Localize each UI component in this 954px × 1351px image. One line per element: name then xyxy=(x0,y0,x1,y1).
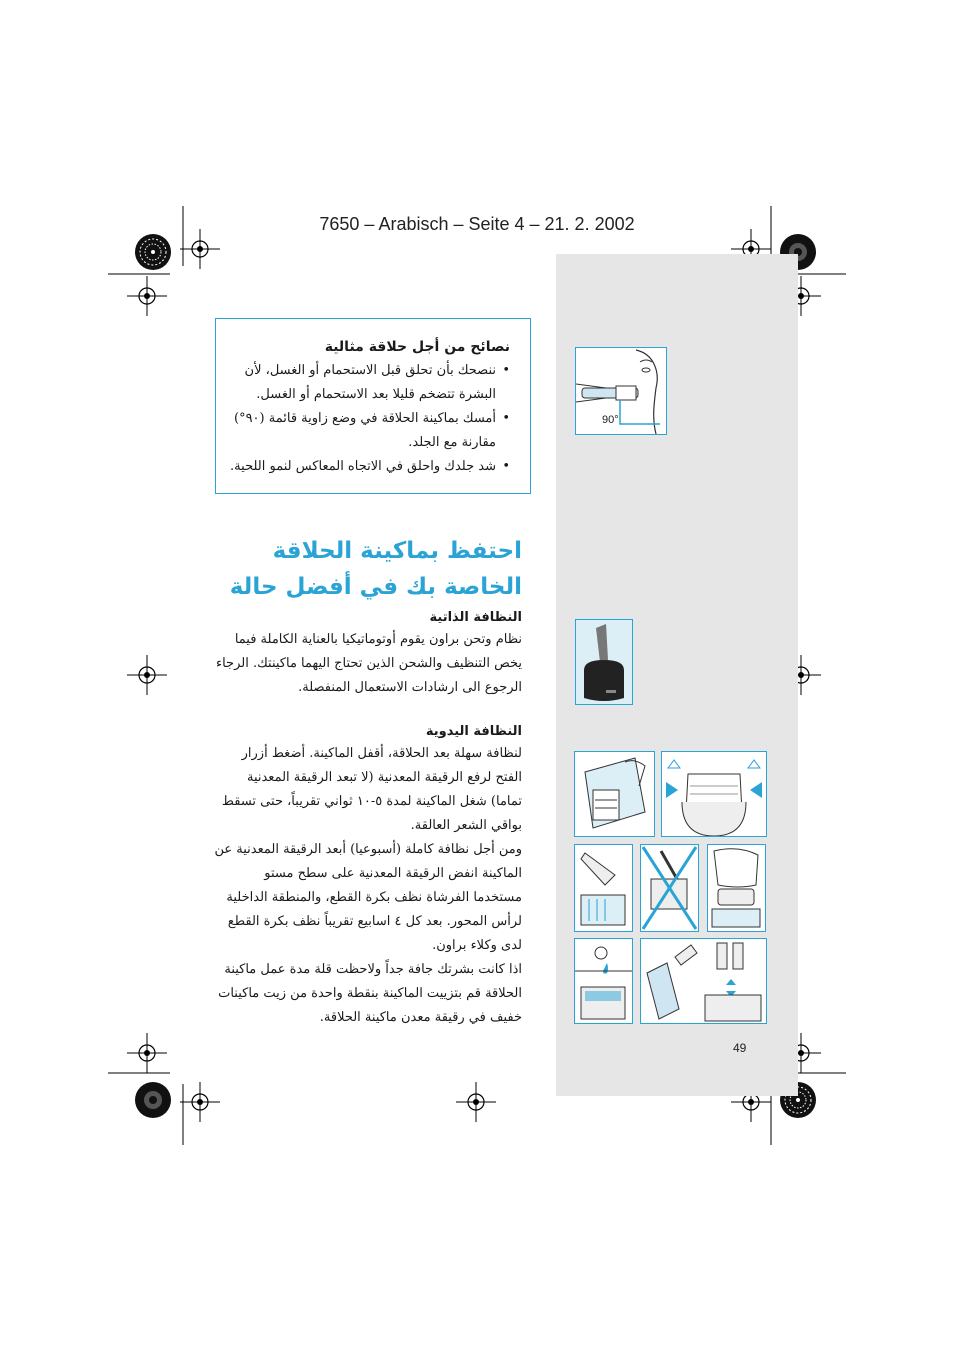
registration-target-icon xyxy=(180,1082,220,1122)
crossed-out-icon xyxy=(641,845,698,931)
figure-remove-foil xyxy=(707,844,766,932)
registration-target-icon xyxy=(127,276,167,316)
figure-oil-drop xyxy=(574,938,633,1024)
main-title: احتفظ بماكينة الحلاقة الخاصة بك في أفضل حالة xyxy=(229,538,522,600)
remove-foil-illustration xyxy=(708,845,765,931)
manual-cleaning-section xyxy=(214,724,522,1030)
press-buttons-illustration xyxy=(662,752,766,836)
shaving-face-illustration xyxy=(576,348,666,434)
brush-foil-illustration xyxy=(575,845,632,931)
manual-cleaning-heading: النظافة اليدوية xyxy=(425,724,522,739)
figure-open-foil xyxy=(574,751,655,837)
cutter-block-illustration xyxy=(641,939,766,1023)
manual-cleaning-paragraph: اذا كانت بشرتك جافة جداً ولاحظت قلة مدة عمل ماكينة الحلاقة قم بتزييت الماكينة بنقطة واحدة من زيت ماكينات خفيف في رقيقة معدن ماكينة الحلاقة. xyxy=(218,962,522,1025)
starburst-target-icon xyxy=(134,1081,172,1119)
open-foil-illustration xyxy=(575,752,654,836)
oil-drop-icon xyxy=(575,939,632,1023)
tips-title: نصائح من أجل حلاقة مثالية xyxy=(324,339,510,355)
clean-station-illustration xyxy=(576,620,632,704)
figure-press-buttons xyxy=(661,751,767,837)
registration-target-icon xyxy=(127,1033,167,1073)
self-cleaning-text: نظام وتحن براون يقوم أوتوماتيكيا بالعناية الكاملة فيما يخص التنظيف والشحن الذين تحتاج اليهما ماكينتك. الرجاء الرجوع الى ارشادات الاستعمال المنفصلة. xyxy=(215,632,522,695)
registration-target-icon xyxy=(127,655,167,695)
print-slug-header: 7650 – Arabisch – Seite 4 – 21. 2. 2002 xyxy=(319,214,635,234)
figure-do-not-brush-foil xyxy=(640,844,699,932)
tip-item: • شد جلدك واحلق في الاتجاه المعاكس لنمو اللحية. xyxy=(228,455,496,479)
self-cleaning-heading: النظافة الذاتية xyxy=(429,610,522,625)
figure-clean-station xyxy=(575,619,633,705)
figure-shaving-angle xyxy=(575,347,667,435)
starburst-target-icon xyxy=(134,233,172,271)
figure-cutter-block xyxy=(640,938,767,1024)
registration-target-icon xyxy=(456,1082,496,1122)
page-number: 49 xyxy=(733,1041,747,1055)
tips-list xyxy=(228,359,510,479)
manual-cleaning-paragraph: ومن أجل نظافة كاملة (أسبوعيا) أبعد الرقيقة المعدنية عن الماكينة انفض الرقيقة المعدنية على سطح مستو مستخدما الفرشاة نظف بكرة القطع، والمنطقة الداخلية لرأس المحور. بعد كل ٤ اسابيع تقريباً نظف بكرة القطع لدى وكلاء براون. xyxy=(214,842,522,953)
manual-cleaning-paragraph: لنظافة سهلة بعد الحلاقة، أقفل الماكينة. أضغط أزرار الفتح لرفع الرقيقة المعدنية (لا تبعد الرقيقة المعدنية تماما) شغل الماكينة لمدة ٥-١٠ ثواني تقريباً، حتى تسقط بواقي الشعر العالقة. xyxy=(221,746,522,833)
shaving-tips-box xyxy=(215,318,531,494)
registration-target-icon xyxy=(180,229,220,269)
tip-item: • أمسك بماكينة الحلاقة في وضع زاوية قائمة (٩٠°) مقارنة مع الجلد. xyxy=(228,407,496,455)
tip-item: • ننصحك بأن تحلق قبل الاستحمام أو الغسل، لأن البشرة تتضخم قليلا بعد الاستحمام أو الغسل. xyxy=(228,359,496,407)
self-cleaning-section xyxy=(214,610,522,700)
figure-brush-foil xyxy=(574,844,633,932)
angle-label: 90° xyxy=(602,414,619,426)
